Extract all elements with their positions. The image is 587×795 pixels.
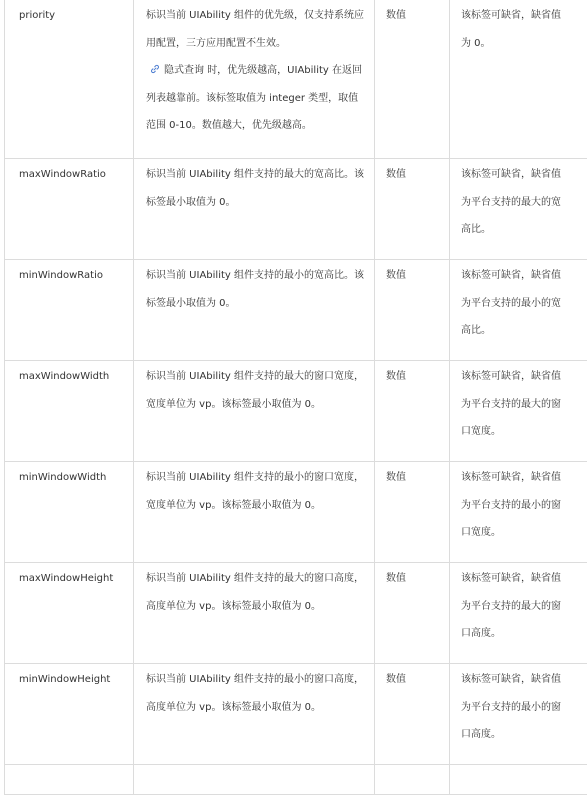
attr-name-cell: minWindowWidth <box>5 462 134 563</box>
attr-type-cell: 数值 <box>375 260 450 361</box>
attr-desc-cell: 标识当前 UIAbility 组件支持的最小的宽高比。该标签最小取值为 0。 <box>134 260 375 361</box>
table-row <box>5 159 587 260</box>
attr-desc-cell: 标识当前 UIAbility 组件支持的最大的窗口宽度，宽度单位为 vp。该标签最小取值为 0。 <box>134 361 375 462</box>
table-row <box>5 361 587 462</box>
attr-default-cell: 该标签可缺省，缺省值为平台支持的最大的宽高比。 <box>450 159 587 260</box>
attr-type-cell: 数值 <box>375 361 450 462</box>
attr-name-cell: maxWindowHeight <box>5 563 134 664</box>
attr-type-cell: 数值 <box>375 0 450 159</box>
empty-cell <box>134 765 375 795</box>
attr-type-cell: 数值 <box>375 462 450 563</box>
empty-cell <box>5 765 134 795</box>
implicit-query-link[interactable] <box>146 65 207 76</box>
empty-cell <box>375 765 450 795</box>
attr-default-cell: 该标签可缺省，缺省值为 0。 <box>450 0 587 159</box>
table-row <box>5 664 587 765</box>
attr-default-cell: 该标签可缺省，缺省值为平台支持的最小的窗口高度。 <box>450 664 587 765</box>
attr-name-cell: minWindowHeight <box>5 664 134 765</box>
attr-default-cell: 该标签可缺省，缺省值为平台支持的最小的宽高比。 <box>450 260 587 361</box>
table-row <box>5 563 587 664</box>
attr-default-cell: 该标签可缺省，缺省值为平台支持的最大的窗口宽度。 <box>450 361 587 462</box>
table-row <box>5 462 587 563</box>
attr-desc-cell: 标识当前 UIAbility 组件支持的最大的宽高比。该标签最小取值为 0。 <box>134 159 375 260</box>
attr-desc-text-continued: 时，优先级越高，UIAbility 在返回列表越靠前。该标签取值为 integer 类型，取值范围 0-10。数值越大，优先级越高。 <box>146 65 362 131</box>
attr-default-cell: 该标签可缺省，缺省值为平台支持的最小的窗口宽度。 <box>450 462 587 563</box>
attr-name-cell: maxWindowRatio <box>5 159 134 260</box>
attr-desc-cell: 标识当前 UIAbility 组件支持的最小的窗口宽度，宽度单位为 vp。该标签最小取值为 0。 <box>134 462 375 563</box>
attr-desc-cell: 标识当前 UIAbility 组件支持的最大的窗口高度，高度单位为 vp。该标签最小取值为 0。 <box>134 563 375 664</box>
attr-desc-cell <box>134 0 375 159</box>
attribute-table <box>4 0 587 795</box>
attr-name-cell: minWindowRatio <box>5 260 134 361</box>
attr-name-cell: priority <box>5 0 134 159</box>
attr-desc-text: 标识当前 UIAbility 组件的优先级，仅支持系统应用配置，三方应用配置不生效。 <box>146 10 364 49</box>
attr-default-cell: 该标签可缺省，缺省值为平台支持的最大的窗口高度。 <box>450 563 587 664</box>
attr-type-cell: 数值 <box>375 563 450 664</box>
link-icon <box>150 64 160 74</box>
table-row <box>5 765 587 795</box>
attr-name-cell: maxWindowWidth <box>5 361 134 462</box>
attr-desc-cell: 标识当前 UIAbility 组件支持的最小的窗口高度，高度单位为 vp。该标签最小取值为 0。 <box>134 664 375 765</box>
empty-cell <box>450 765 587 795</box>
table-row <box>5 0 587 159</box>
implicit-query-link-text[interactable]: 隐式查询 <box>164 65 204 76</box>
attr-type-cell: 数值 <box>375 664 450 765</box>
attr-type-cell: 数值 <box>375 159 450 260</box>
table-row <box>5 260 587 361</box>
